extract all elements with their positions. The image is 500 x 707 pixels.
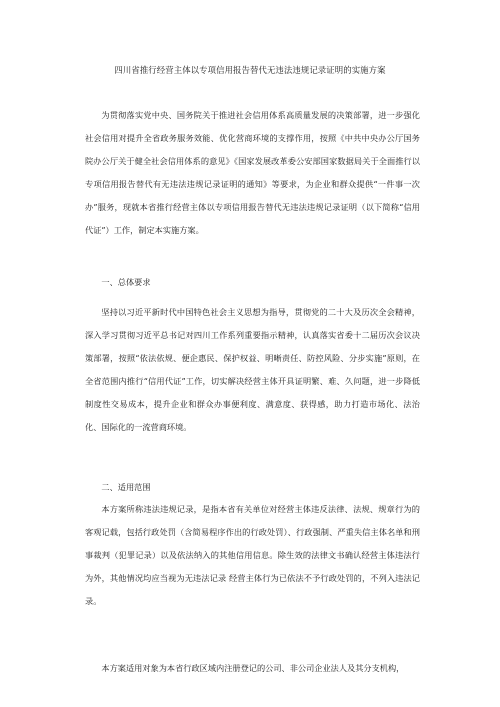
scope-paragraph-definition: 本方案所称违法违规记录，是指本省有关单位对经营主体违反法律、法规、规章行为的客观记载，包括行政处罚（含简易程序作出的行政处罚）、行政强制、严重失信主体名单和刑事裁判（犯罪记录）以及依法纳入的其他信用信息。除生效的法律文书确认经营主体违法行为外，其他情况均应当视为无违法记录 经营主体行为已依法不予行政处罚的，不列入违法记录。 bbox=[85, 504, 420, 606]
document-title: 四川省推行经营主体以专项信用报告替代无违法违规记录证明的实施方案 bbox=[114, 65, 386, 75]
general-requirements-paragraph: 坚持以习近平新时代中国特色社会主义思想为指导，贯彻党的二十大及历次全会精神，深入学习贯彻习近平总书记对四川工作系列重要指示精神，认真落实省委十二届历次会议决策部署，按照“依法依规、便企惠民、保护权益、明晰责任、防控风险、分步实施”原则，在全省范围内推行“信用代证”工作，切实解决经营主体开具证明繁、难、久问题，进一步降低制度性交易成本，提升企业和群众办事便利度、满意度、获得感，助力打造市场化、法治化、国际化的一流营商环境。 bbox=[85, 307, 420, 432]
scope-paragraph-applicable-entities: 本方案适用对象为本省行政区域内注册登记的公司、非公司企业法人及其分支机构， bbox=[101, 663, 405, 673]
intro-paragraph: 为贯彻落实党中央、国务院关于推进社会信用体系高质量发展的决策部署，进一步强化社会信用对提升全省政务服务效能、优化营商环境的支撑作用，按照《中共中央办公厅国务院办公厅关于健全社会信用体系的意见》《国家发展改革委公安部国家数据局关于全面推行以专项信用报告替代有无违法违规记录证明的通知》等要求，为企业和群众提供“一件事一次办”服务，现就本省推行经营主体以专项信用报告替代无违法违规记录证明（以下简称“信用代证”）工作，制定本实施方案。 bbox=[85, 110, 420, 235]
section-heading-scope: 二、适用范围 bbox=[101, 482, 151, 492]
section-heading-general-requirements: 一、总体要求 bbox=[101, 277, 151, 287]
